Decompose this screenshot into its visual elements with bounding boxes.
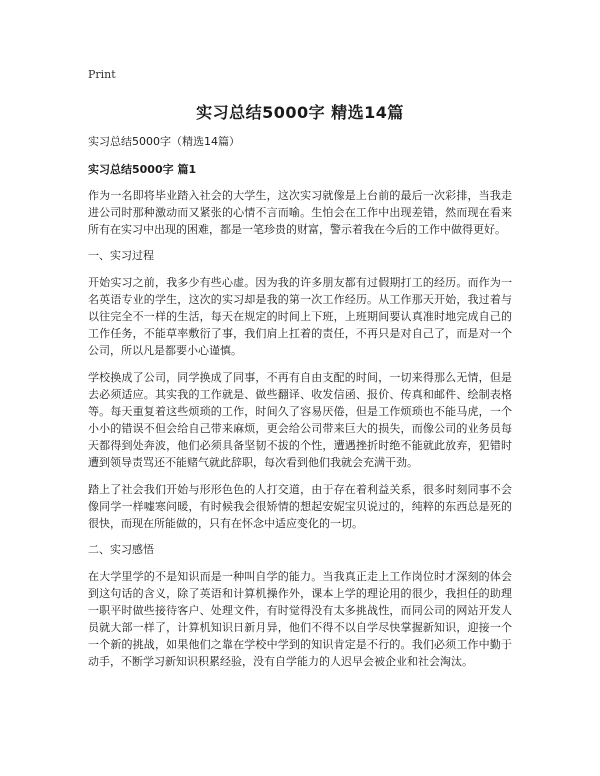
paragraph-intro: 作为一名即将毕业踏入社会的大学生，这次实习就像是上台前的最后一次彩排，当我走进公司时那种激动而又紧张的心情不言而喻。生怕会在工作中出现差错，然而现在看来所有在实习中出现的困难，都是一笔珍贵的财富，警示着我在今后的工作中做得更好。 [88,189,512,236]
paragraph-reflections-1: 在大学里学的不是知识而是一种叫自学的能力。当我真正走上工作岗位时才深刻的体会到这句话的含义，除了英语和计算机操作外，课本上学的理论用的很少，我担任的助理一职平时做些接待客户、处理文件，有时觉得没有太多挑战性，而同公司的网站开发人员就大部一样了，计算机知识日新月异，他们不得不以自学尽快掌握新知识，迎接一个一个新的挑战，如果他们之靠在学校中学到的知识肯定是不行的。我们必须工作中勤于动手，不断学习新知识积累经验，没有自学能力的人迟早会被企业和社会淘汰。 [88,570,512,668]
heading-internship-reflections: 二、实习感悟 [88,543,154,556]
section-title: 实习总结5000字 篇1 [88,163,197,176]
heading-internship-process: 一、实习过程 [88,249,154,262]
page-title: 实习总结5000字 精选14篇 [196,103,404,122]
paragraph-process-1: 开始实习之前，我多少有些心虚。因为我的许多朋友都有过假期打工的经历。而作为一名英语专业的学生，这次的实习却是我的第一次工作经历。从工作那天开始，我过着与以往完全不一样的生活，每天在规定的时间上下班，上班期间要认真准时地完成自己的工作任务，不能草率敷衍了事，我们肩上扛着的责任，不再只是对自己了，而是对一个公司，所以凡是都要小心谨慎。 [88,276,512,357]
page-subtitle: 实习总结5000字（精选14篇） [88,135,240,148]
print-link[interactable]: Print [88,68,116,81]
paragraph-process-3: 踏上了社会我们开始与形形色色的人打交道，由于存在着利益关系，很多时刻同事不会像同学一样嘘寒问暖，有时候我会很矫情的想起安妮宝贝说过的，纯粹的东西总是死的很快，而现在所能做的，只有在怀念中适应变化的一切。 [88,483,512,530]
paragraph-process-2: 学校换成了公司，同学换成了同事，不再有自由支配的时间，一切来得那么无情，但是去必须适应。其实我的工作就是、做些翻译、收发信函、报价、传真和邮件、绘制表格等。每天重复着这些烦琐的工作，时间久了容易厌倦，但是工作烦琐也不能马虎，一个小小的错误不但会给自己带来麻烦，更会给公司带来巨大的损失，而像公司的业务员每天都得到处奔波，他们必须具备坚韧不拔的个性，遭遇挫折时绝不能就此放弃，犯错时遭到领导责骂还不能赌气就此辞职，每次看到他们我就会充满干劲。 [88,371,512,469]
